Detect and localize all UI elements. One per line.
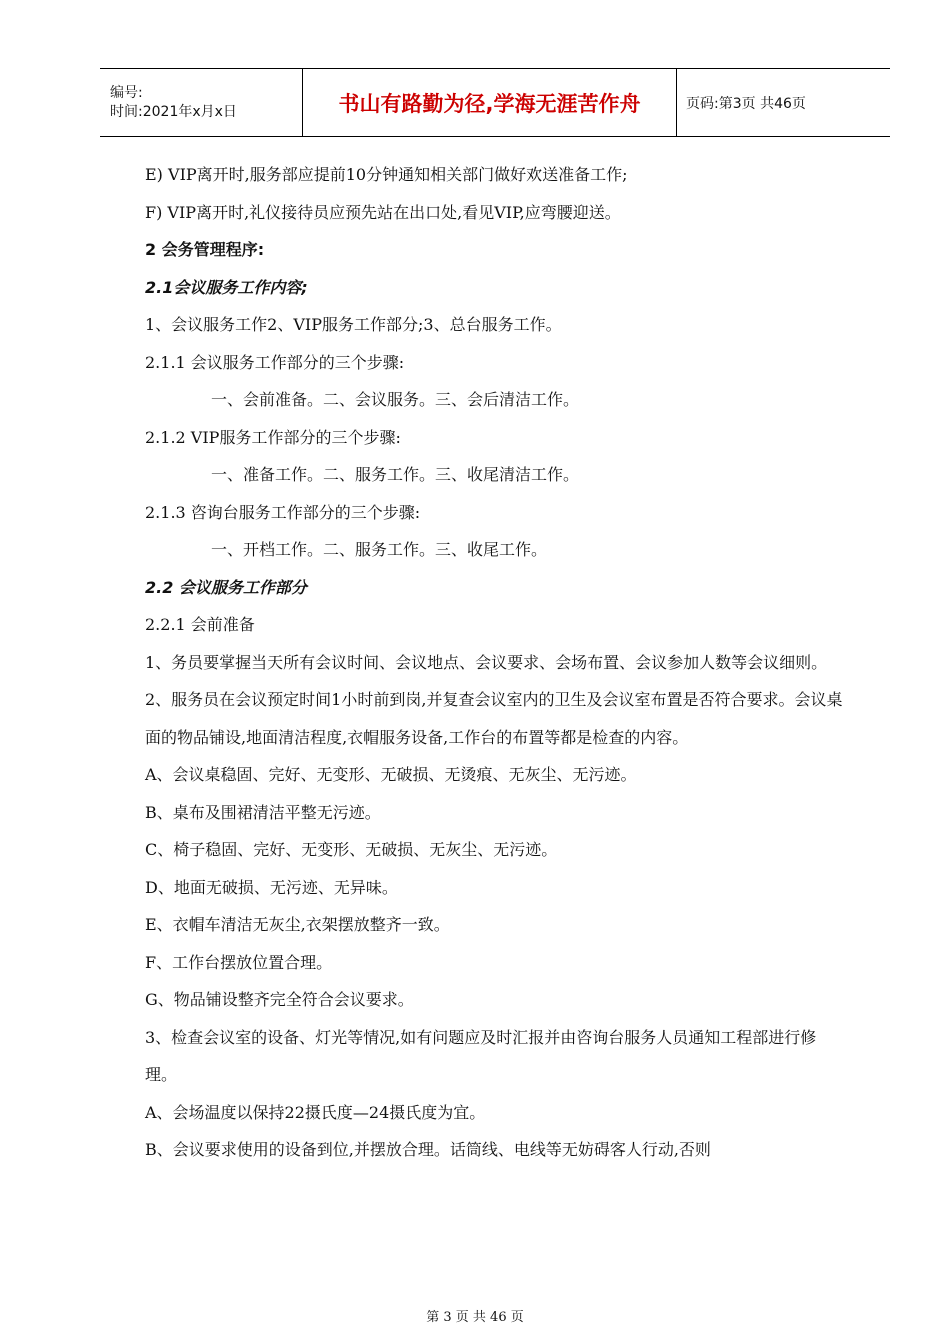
header-meta <box>100 69 302 136</box>
paragraph-line: D、地面无破损、无污迹、无异味。 <box>145 877 398 897</box>
paragraph-line: 2.2.1 会前准备 <box>145 615 255 634</box>
header-motto: 书山有路勤为径,学海无涯苦作舟 <box>302 69 677 136</box>
paragraph-line: A、会议桌稳固、完好、无变形、无破损、无烫痕、无灰尘、无污迹。 <box>145 765 637 784</box>
paragraph-line: 2.1.3 咨询台服务工作部分的三个步骤: <box>145 502 421 522</box>
header-page-info: 页码:第3页 共46页 <box>686 95 806 112</box>
section-heading: 2.2 会议服务工作部分 <box>145 577 307 597</box>
document-body <box>145 156 845 1169</box>
document-date: 时间:2021年x月x日 <box>110 103 237 120</box>
paragraph-line: 一、开档工作。二、服务工作。三、收尾工作。 <box>211 540 548 559</box>
paragraph-line: 一、会前准备。二、会议服务。三、会后清洁工作。 <box>211 390 580 409</box>
paragraph-line: B、桌布及围裙清洁平整无污迹。 <box>145 802 381 822</box>
page-footer: 第 3 页 共 46 页 <box>426 1310 524 1325</box>
paragraph-line: 一、准备工作。二、服务工作。三、收尾清洁工作。 <box>211 465 580 484</box>
paragraph-line: F、工作台摆放位置合理。 <box>145 952 333 972</box>
paragraph-line: 3、检查会议室的设备、灯光等情况,如有问题应及时汇报并由咨询台服务人员通知工程部进行修理。 <box>145 1027 817 1084</box>
paragraph-line: 1、会议服务工作2、VIP服务工作部分;3、总台服务工作。 <box>145 315 562 334</box>
paragraph-line: E) VIP离开时,服务部应提前10分钟通知相关部门做好欢送准备工作; <box>145 165 628 184</box>
paragraph-line: A、会场温度以保持22摄氏度—24摄氏度为宜。 <box>145 1102 486 1122</box>
document-number-label: 编号: <box>110 84 143 101</box>
page-header <box>100 68 890 137</box>
paragraph-line: G、物品铺设整齐完全符合会议要求。 <box>145 990 414 1009</box>
paragraph-line: E、衣帽车清洁无灰尘,衣架摆放整齐一致。 <box>145 915 450 934</box>
paragraph-line: C、椅子稳固、完好、无变形、无破损、无灰尘、无污迹。 <box>145 840 558 859</box>
section-heading: 2 会务管理程序: <box>145 240 265 259</box>
paragraph-line: 1、务员要掌握当天所有会议时间、会议地点、会议要求、会场布置、会议参加人数等会议细则。 <box>145 652 828 672</box>
section-heading: 2.1会议服务工作内容; <box>145 277 308 297</box>
paragraph-line: F) VIP离开时,礼仪接待员应预先站在出口处,看见VIP,应弯腰迎送。 <box>145 202 621 222</box>
paragraph-line: 2、服务员在会议预定时间1小时前到岗,并复查会议室内的卫生及会议室布置是否符合要求。会议桌面的物品铺设,地面清洁程度,衣帽服务设备,工作台的布置等都是检查的内容。 <box>145 690 843 747</box>
paragraph-line: 2.1.2 VIP服务工作部分的三个步骤: <box>145 427 401 447</box>
paragraph-line: B、会议要求使用的设备到位,并摆放合理。话筒线、电线等无妨碍客人行动,否则 <box>145 1140 711 1159</box>
paragraph-line: 2.1.1 会议服务工作部分的三个步骤: <box>145 352 405 372</box>
